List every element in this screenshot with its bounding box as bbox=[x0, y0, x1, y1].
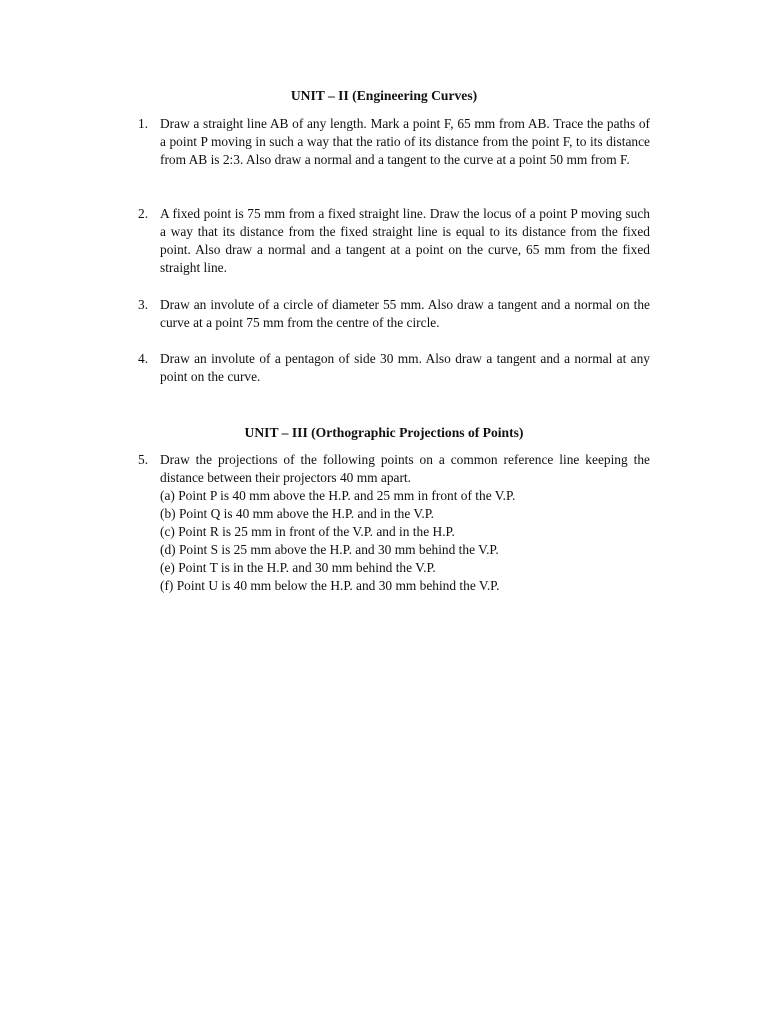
question-number: 1. bbox=[138, 116, 149, 131]
question-4 bbox=[138, 350, 650, 386]
unit-3-heading: UNIT – III (Orthographic Projections of Points) bbox=[244, 425, 524, 440]
unit-2-heading: UNIT – II (Engineering Curves) bbox=[290, 88, 478, 103]
question-5 bbox=[138, 451, 650, 595]
point-item-c: (c) Point R is 25 mm in front of the V.P. and in the H.P. bbox=[160, 524, 455, 539]
point-item-e: (e) Point T is in the H.P. and 30 mm behind the V.P. bbox=[160, 560, 436, 575]
question-text: Draw a straight line AB of any length. Mark a point F, 65 mm from AB. Trace the paths of a point P moving in such a way that the ratio of its distance from the point F, to its distance from AB is 2:3. Also draw a normal and a tangent to the curve at a point 50 mm from F. bbox=[160, 116, 650, 167]
point-list bbox=[160, 487, 650, 595]
question-text: Draw an involute of a pentagon of side 30 mm. Also draw a tangent and a normal at any point on the curve. bbox=[160, 351, 650, 384]
question-number: 3. bbox=[138, 297, 149, 312]
question-text: Draw an involute of a circle of diameter 55 mm. Also draw a tangent and a normal on the curve at a point 75 mm from the centre of the circle. bbox=[160, 297, 650, 330]
question-number: 4. bbox=[138, 351, 149, 366]
question-1 bbox=[138, 115, 650, 169]
question-number: 2. bbox=[138, 206, 149, 221]
question-3 bbox=[138, 296, 650, 332]
question-2 bbox=[138, 205, 650, 277]
point-item-f: (f) Point U is 40 mm below the H.P. and 30 mm behind the V.P. bbox=[160, 578, 500, 593]
question-text: Draw the projections of the following points on a common reference line keeping the distance between their projectors 40 mm apart. bbox=[160, 452, 650, 485]
question-number: 5. bbox=[138, 452, 149, 467]
point-item-b: (b) Point Q is 40 mm above the H.P. and in the V.P. bbox=[160, 506, 435, 521]
point-item-d: (d) Point S is 25 mm above the H.P. and 30 mm behind the V.P. bbox=[160, 542, 499, 557]
point-item-a: (a) Point P is 40 mm above the H.P. and 25 mm in front of the V.P. bbox=[160, 488, 516, 503]
question-text: A fixed point is 75 mm from a fixed straight line. Draw the locus of a point P moving such a way that its distance from the fixed straight line is equal to its distance from the fixed point. Also draw a normal and a tangent at a point on the curve, 65 mm from the fixed straight line. bbox=[160, 206, 650, 275]
